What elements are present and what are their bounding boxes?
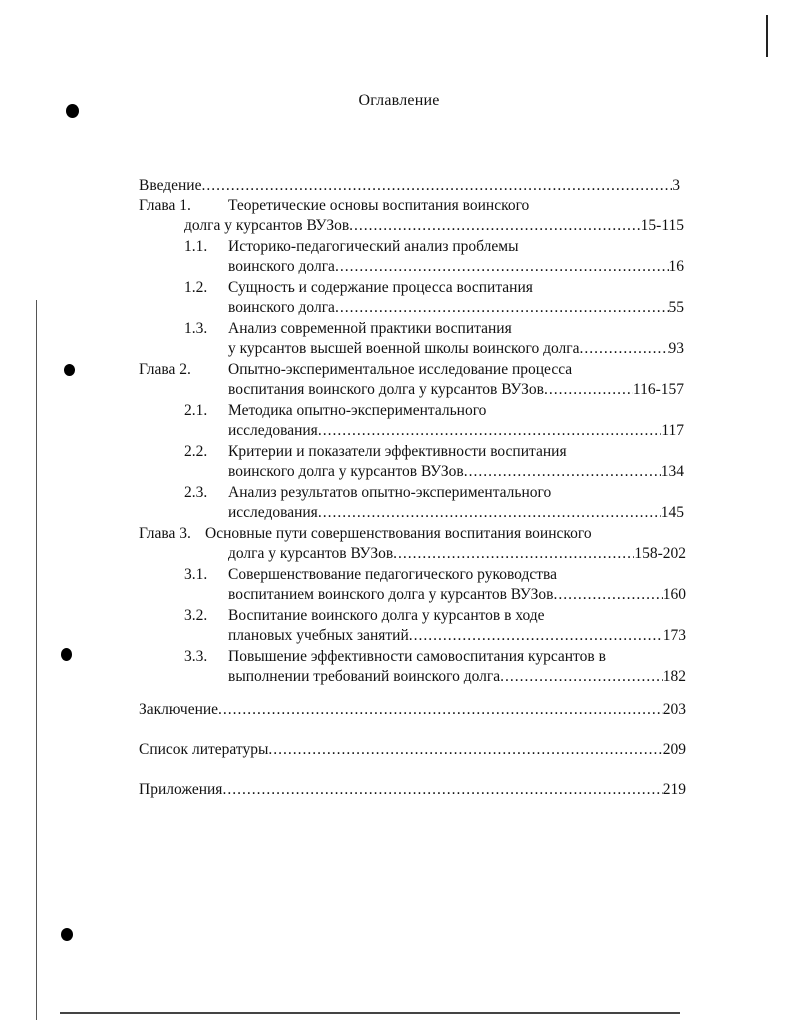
section-number: 2.2. [184,443,208,460]
section-title: Повышение эффективности самовоспитания курсантов в [228,648,606,665]
toc-page-number: 173 [662,627,686,644]
dot-leader [580,339,669,359]
section-title-cont: исследования [228,422,318,439]
toc-page-number: 3 [672,177,680,194]
chapter-title: Теоретические основы воспитания воинского [228,197,530,214]
dot-leader [268,740,662,760]
toc-entry-title: Приложения [139,781,223,798]
section-title-cont: выполнении требований воинского долга [228,668,501,685]
chapter-label: Глава 3. [139,525,191,542]
toc-page-number: 93 [668,340,684,357]
dot-leader [318,421,661,441]
toc-page-number: 182 [662,668,686,685]
toc-page-range: 158-202 [634,545,686,562]
toc-page-range: 116-157 [632,381,684,398]
section-number: 1.2. [184,279,208,296]
toc-entry-section [228,503,684,523]
section-title: Историко-педагогический анализ проблемы [228,238,519,255]
section-title-cont: воинского долга [228,299,335,316]
toc-page-number: 160 [662,586,686,603]
toc-entry-references [139,740,686,760]
section-number: 1.1. [184,238,208,255]
toc-entry-appendices [139,780,686,800]
section-title-cont: у курсантов высшей военной школы воинского долга [228,340,580,357]
toc-entry-chapter [228,380,684,400]
dot-leader [335,298,669,318]
dot-leader [500,667,663,687]
page-title: Оглавление [358,92,440,109]
toc-page-number: 209 [662,741,686,758]
dot-leader [409,626,663,646]
dot-leader [554,585,663,605]
toc-page-number: 55 [668,299,684,316]
dot-leader [218,700,663,720]
toc-entry-section [228,421,684,441]
toc-entry-section [228,298,684,318]
dot-leader [318,503,661,523]
section-number: 2.3. [184,484,208,501]
toc-entry-conclusion [139,700,686,720]
section-title: Воспитание воинского долга у курсантов в ходе [228,607,545,624]
section-title-cont: воспитанием воинского долга у курсантов ВУЗов [228,586,554,603]
dot-leader [222,780,662,800]
section-title: Сущность и содержание процесса воспитания [228,279,533,296]
dot-leader [335,257,669,277]
toc-page-range: 15-115 [640,217,684,234]
section-number: 3.2. [184,607,208,624]
dot-leader [544,380,633,400]
toc-entry-section [228,585,686,605]
toc-page-number: 203 [662,701,686,718]
toc-entry-chapter [184,216,684,236]
section-title-cont: воинского долга [228,258,335,275]
dot-leader [393,544,634,564]
toc-entry-title: Список литературы [139,741,269,758]
toc-entry-title: Заключение [139,701,219,718]
toc-entry-introduction [139,176,680,196]
section-number: 3.1. [184,566,208,583]
toc-entry-section [228,626,686,646]
section-title: Критерии и показатели эффективности воспитания [228,443,567,460]
toc-page-number: 219 [662,781,686,798]
toc-page-number: 145 [660,504,684,521]
toc-page-number: 117 [661,422,684,439]
toc-page-number: 16 [668,258,684,275]
dot-leader [201,176,672,196]
dot-leader [349,216,640,236]
chapter-label: Глава 2. [139,361,191,378]
toc-entry-title: Введение [139,177,202,194]
chapter-title: Основные пути совершенствования воспитания воинского [205,525,592,542]
section-number: 1.3. [184,320,208,337]
toc-entry-section [228,462,684,482]
chapter-label: Глава 1. [139,197,191,214]
chapter-title: Опытно-экспериментальное исследование процесса [228,361,573,378]
toc-page-number: 134 [660,463,684,480]
section-title-cont: воинского долга у курсантов ВУЗов [228,463,464,480]
dot-leader [464,462,661,482]
chapter-title-cont: долга у курсантов ВУЗов [228,545,394,562]
section-title: Совершенствование педагогического руководства [228,566,557,583]
toc-entry-chapter [228,544,686,564]
section-title: Методика опытно-экспериментального [228,402,487,419]
toc-entry-section [228,667,686,687]
toc-entry-section [228,339,684,359]
section-number: 2.1. [184,402,208,419]
section-title: Анализ современной практики воспитания [228,320,512,337]
section-title: Анализ результатов опытно-экспериментального [228,484,552,501]
chapter-title-cont: долга у курсантов ВУЗов [184,217,350,234]
toc-entry-section [228,257,684,277]
section-number: 3.3. [184,648,208,665]
chapter-title-cont: воспитания воинского долга у курсантов ВУЗов [228,381,544,398]
section-title-cont: плановых учебных занятий [228,627,409,644]
section-title-cont: исследования [228,504,318,521]
